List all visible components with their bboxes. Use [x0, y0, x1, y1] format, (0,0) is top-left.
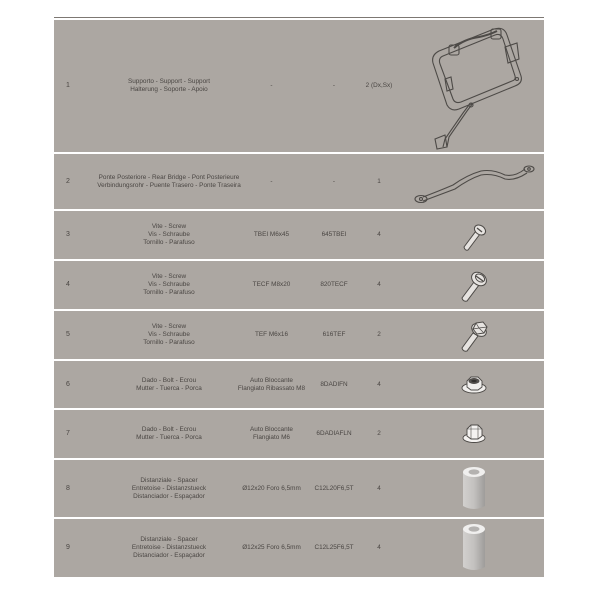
table-row	[54, 211, 544, 259]
table-row	[54, 154, 544, 209]
table-row	[54, 460, 544, 517]
part-spec: Ø12x20 Foro 6,5mm	[242, 484, 301, 492]
part-code: -	[332, 82, 336, 89]
long-spacer-icon	[404, 519, 544, 577]
part-number: 7	[66, 430, 70, 437]
part-spec: Auto Bloccante Flangiato Ribassato M8	[237, 376, 306, 392]
part-description: Vite - Screw Vis - Schraube Tornillo - Parafuso	[143, 223, 195, 246]
part-description: Distanziale - Spacer Entretoise - Distanzstueck Distanciador - Espaçador	[131, 536, 207, 559]
table-row	[54, 311, 544, 359]
part-number: 4	[66, 281, 70, 288]
part-number: 5	[66, 331, 70, 338]
short-spacer-icon	[404, 460, 544, 517]
part-spec: TEF M6x16	[254, 331, 289, 338]
table-row	[54, 519, 544, 577]
table-row	[54, 361, 544, 408]
part-code: 8DADIFN	[320, 380, 348, 388]
part-code: 645TBEI	[321, 231, 347, 238]
part-number: 2	[66, 177, 70, 185]
part-quantity: 2	[377, 430, 381, 437]
table-row	[54, 20, 544, 152]
table-row	[54, 261, 544, 309]
flange-screw-icon	[404, 261, 544, 309]
part-code: C12L25F6,5T	[314, 544, 354, 551]
part-description: Supporto - Support - Support Halterung - Soporte - Apoio	[127, 78, 211, 93]
part-spec: -	[270, 82, 273, 89]
part-quantity: 4	[377, 484, 381, 492]
flange-lock-nut-icon	[404, 410, 544, 458]
part-code: C12L20F6,5T	[314, 484, 354, 492]
table-row	[54, 410, 544, 458]
part-spec: TECF M8x20	[252, 281, 291, 288]
part-number: 1	[66, 82, 70, 89]
socket-screw-icon	[404, 211, 544, 259]
part-quantity: 4	[377, 544, 381, 551]
part-spec: Auto Bloccante Flangiato M6	[250, 426, 293, 441]
part-number: 9	[66, 544, 70, 551]
part-code: 820TECF	[320, 281, 348, 288]
part-spec: TBEI M6x45	[253, 231, 290, 238]
top-rule	[54, 17, 544, 18]
part-description: Distanziale - Spacer Entretoise - Distanzstueck Distanciador - Espaçador	[131, 476, 207, 500]
part-quantity: 4	[377, 281, 381, 288]
part-quantity: 4	[377, 231, 381, 238]
part-spec: Ø12x25 Foro 6,5mm	[242, 544, 301, 551]
part-code: 6DADIAFLN	[316, 430, 352, 437]
side-frame-icon	[404, 20, 544, 152]
part-description: Dado - Bolt - Ecrou Mutter - Tuerca - Porca	[136, 426, 202, 441]
part-description: Dado - Bolt - Ecrou Mutter - Tuerca - Porca	[136, 376, 202, 392]
part-code: 616TEF	[322, 331, 346, 338]
part-number: 3	[66, 231, 70, 238]
part-description: Vite - Screw Vis - Schraube Tornillo - Parafuso	[143, 273, 195, 296]
rear-bridge-icon	[404, 154, 544, 209]
part-quantity: 4	[377, 380, 381, 388]
hex-flange-screw-icon	[404, 311, 544, 359]
part-code: -	[332, 177, 336, 185]
part-quantity: 2 (Dx,Sx)	[365, 82, 393, 89]
part-number: 6	[66, 380, 70, 388]
part-number: 8	[66, 484, 70, 492]
part-description: Ponte Posteriore - Rear Bridge - Pont Posterieure Verbindungsrohr - Puente Trasero - Ponte Traseira	[97, 173, 241, 189]
part-quantity: 2	[377, 331, 381, 338]
low-lock-nut-icon	[404, 361, 544, 408]
part-spec: -	[270, 177, 273, 185]
part-quantity: 1	[377, 177, 381, 185]
parts-table	[54, 20, 544, 579]
part-description: Vite - Screw Vis - Schraube Tornillo - Parafuso	[143, 323, 195, 346]
